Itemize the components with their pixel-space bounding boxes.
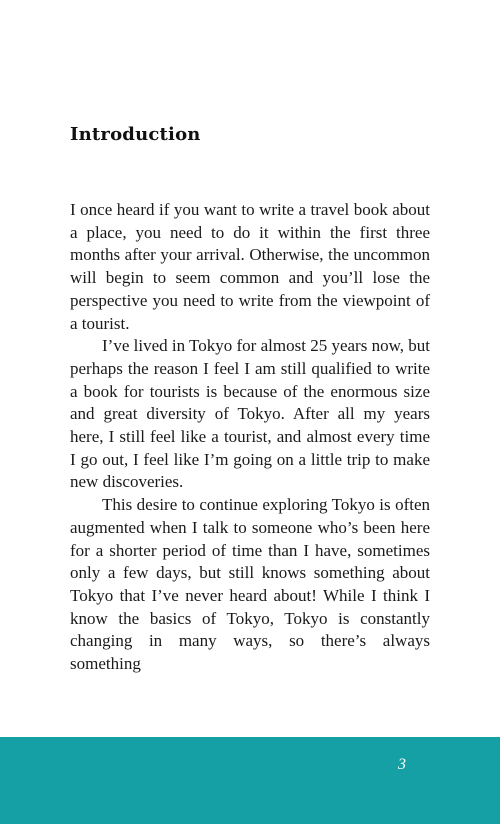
- footer-band: [0, 737, 500, 824]
- paragraph-1: I once heard if you want to write a travel book about a place, you need to do it within the first three months after your arrival. Otherwise, the uncommon will begin to seem common and you’ll lose the perspective you need to write from the viewpoint of a tourist.: [70, 200, 430, 333]
- page-number: 3: [398, 756, 406, 773]
- body-text: [70, 199, 430, 676]
- chapter-heading: Introduction: [70, 124, 201, 145]
- paragraph-3: This desire to continue exploring Tokyo is often augmented when I talk to someone who’s been here for a shorter period of time than I have, sometimes only a few days, but still knows something about Tokyo that I’ve never heard about! While I think I know the basics of Tokyo, Tokyo is constantly changing in many ways, so there’s always something: [70, 495, 430, 674]
- paragraph-2: I’ve lived in Tokyo for almost 25 years now, but perhaps the reason I feel I am still qualified to write a book for tourists is because of the enormous size and great diversity of Tokyo. After all my years here, I still feel like a tourist, and almost every time I go out, I feel like I’m going on a little trip to make new discoveries.: [70, 336, 430, 492]
